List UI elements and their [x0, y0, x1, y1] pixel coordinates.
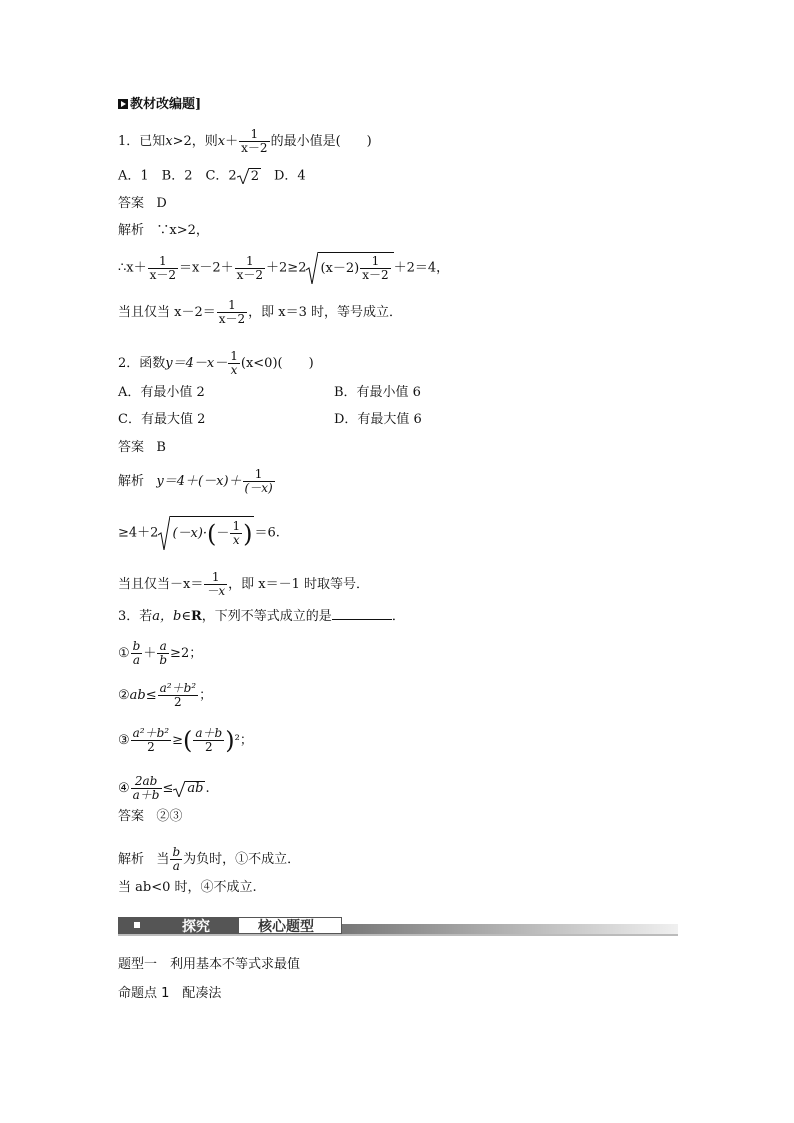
radical-icon	[306, 252, 318, 284]
question-2-option-d: D．有最大值 6	[334, 412, 422, 427]
analysis-1-line-1: 解析 ∵x>2，	[118, 223, 209, 238]
fraction: $\frac{1}{x-2}$	[241, 127, 268, 155]
question-2: 2．函数y＝4－x－ $\frac{1}{x}$ (x<0)( )	[118, 349, 314, 377]
analysis-2-line-1: 解析 y＝4＋(－x)＋ $\frac{1}{(-x)}$	[118, 467, 273, 495]
radical-icon	[158, 516, 170, 550]
analysis-1-line-2: ∴x＋ $\frac{1}{x-2}$ ＝x－2＋ $\frac{1}{x-2}$ ＋2≥2 (x－2) $\frac{1}{x-2}$ ＋2＝4，	[118, 253, 450, 282]
question-2-option-c: C．有最大值 2	[118, 412, 206, 427]
banner-explore-label: 探究	[182, 919, 210, 935]
question-1-options: A．1 B．2 C．2 2 D．4	[118, 168, 306, 184]
answer-1: 答案 D	[118, 196, 167, 211]
analysis-1-line-3: 当且仅当 x－2＝ $\frac{1}{x-2}$ ，即 x＝3 时，等号成立．	[118, 298, 403, 326]
fraction: $\frac{b}{a}$	[132, 639, 141, 667]
section-tag: 教材改编题]	[118, 97, 201, 113]
question-2-option-a: A．有最小值 2	[118, 385, 205, 400]
fraction: $\frac{1}{x-2}$	[362, 254, 389, 282]
fraction: $\frac{\text{a²＋b²}}{2}$	[132, 726, 170, 754]
fraction: $\frac{\text{a²＋b²}}{2}$	[159, 681, 197, 709]
analysis-2-line-3: 当且仅当－x＝ $\frac{1}{-x}$ ，即 x＝－1 时取等号．	[118, 570, 369, 598]
sqrt: ab	[173, 781, 205, 797]
fraction: $\frac{1}{x-2}$	[236, 253, 264, 282]
fraction: $\frac{1}{x-2}$	[218, 298, 246, 326]
sqrt: (x－2) $\frac{1}{x-2}$	[306, 252, 393, 284]
radical-icon	[173, 781, 185, 797]
banner-core-label: 核心题型	[258, 919, 314, 935]
square-bullet-icon	[134, 922, 140, 928]
question-3-item-1: ① $\frac{b}{a}$ ＋ $\frac{a}{b}$ ≥2；	[118, 639, 203, 667]
sqrt: 2	[237, 168, 261, 184]
fraction: $\frac{a}{b}$	[159, 639, 168, 667]
question-1: 1．已知x>2，则x＋ $\frac{1}{x-2}$ 的最小值是( )	[118, 127, 372, 155]
answer-2: 答案 B	[118, 440, 166, 455]
sqrt: (－x)· ( － $\frac{1}{x}$ )	[158, 516, 254, 550]
analysis-3-line-1: 解析 当 $\frac{b}{a}$ 为负时，①不成立．	[118, 845, 301, 873]
question-2-option-b: B．有最小值 6	[334, 385, 421, 400]
fraction: $\frac{1}{x}$	[232, 519, 241, 547]
question-3: 3．若a，b∈R，下列不等式成立的是 ．	[118, 609, 405, 624]
question-3-item-2: ②ab≤ $\frac{\text{a²＋b²}}{2}$ ；	[118, 681, 213, 709]
fraction: $\frac{1}{x}$	[230, 349, 238, 377]
answer-blank	[332, 607, 392, 620]
point-heading: 命题点 1 配凑法	[118, 986, 222, 1001]
type-heading: 题型一 利用基本不等式求最值	[118, 957, 301, 972]
document-page	[118, 0, 678, 1123]
radical-icon	[237, 168, 249, 184]
question-3-item-3: ③ $\frac{\text{a²＋b²}}{2}$ ≥( $\frac{a+b}{2}$ )²；	[118, 726, 253, 755]
question-3-item-4: ④ $\frac{2ab}{a+b}$ ≤ ab .	[118, 774, 210, 802]
fraction: $\frac{1}{x-2}$	[149, 253, 177, 282]
analysis-3-line-2: 当 ab<0 时，④不成立.	[118, 880, 257, 895]
section-banner	[118, 915, 678, 937]
fraction: $\frac{b}{a}$	[172, 845, 181, 873]
answer-3: 答案 ②③	[118, 809, 183, 824]
fraction: $\frac{a+b}{2}$	[195, 726, 223, 754]
fraction: $\frac{1}{(-x)}$	[244, 467, 273, 495]
fraction: $\frac{2ab}{a+b}$	[132, 774, 160, 802]
fraction: $\frac{1}{-x}$	[206, 570, 226, 598]
analysis-2-line-2: ≥4＋2 (－x)· ( － $\frac{1}{x}$ ) ＝6.	[118, 516, 280, 550]
bracket-icon	[118, 99, 128, 109]
